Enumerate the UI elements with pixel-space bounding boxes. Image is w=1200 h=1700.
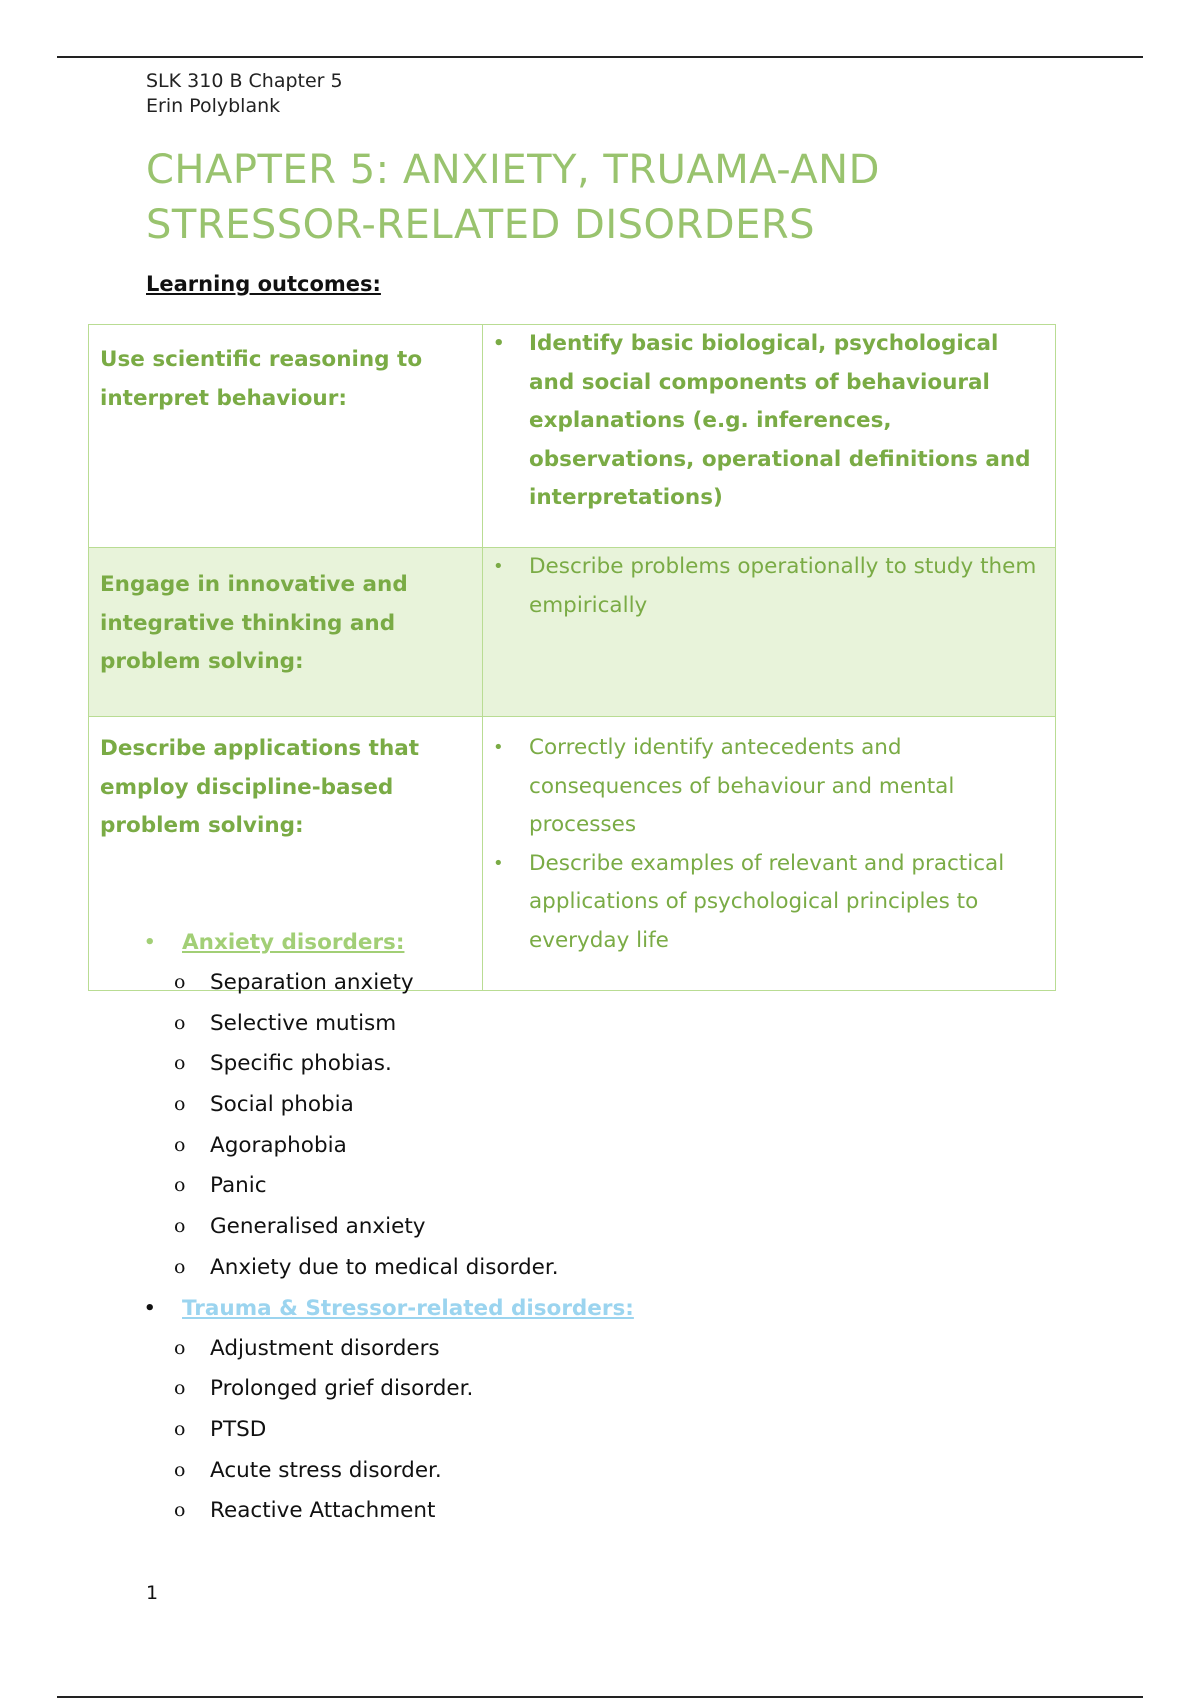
topics-list [140, 923, 634, 1532]
list-item: o Separation anxiety [140, 963, 634, 1004]
page-top-rule [57, 56, 1143, 58]
page-bottom-rule [57, 1696, 1143, 1698]
list-item: o Panic [140, 1166, 634, 1207]
topic-heading-text: Anxiety disorders: [182, 930, 405, 955]
anxiety-disorders-heading [140, 923, 634, 963]
outcome-skill-cell: Use scientific reasoning to interpret behaviour: [89, 325, 483, 548]
list-item: o PTSD [140, 1410, 634, 1451]
topic-heading-text: Trauma & Stressor-related disorders: [182, 1295, 634, 1321]
list-item: o Social phobia [140, 1085, 634, 1126]
outcome-bullet-list [483, 548, 1043, 625]
list-item: • Describe problems operationally to study them empirically [529, 548, 1043, 625]
list-item: o Agoraphobia [140, 1126, 634, 1167]
list-item: o Specific phobias. [140, 1044, 634, 1085]
outcome-bullet-list [483, 325, 1043, 518]
learning-outcomes-table [88, 324, 1056, 991]
bullet-icon: • [144, 1297, 156, 1319]
list-item: o Prolonged grief disorder. [140, 1369, 634, 1410]
table-row [89, 325, 1056, 548]
page-number: 1 [146, 1582, 159, 1604]
outcome-skill-cell: Describe applications that employ discipline-based problem solving: [89, 717, 483, 991]
anxiety-disorders-list [140, 963, 634, 1289]
document-header [146, 69, 343, 119]
chapter-title-line-1: CHAPTER 5: ANXIETY, TRUAMA-AND [146, 147, 880, 193]
list-item: • Identify basic biological, psychological and social components of behavioural explanations (e.g. inferences, observations, operational definitions and interpretations) [529, 325, 1043, 518]
table-row [89, 548, 1056, 717]
outcome-skill-cell: Engage in innovative and integrative thinking and problem solving: [89, 548, 483, 717]
outcome-detail-cell [483, 548, 1056, 717]
learning-outcomes-heading: Learning outcomes: [146, 272, 381, 296]
bullet-icon: • [144, 932, 156, 953]
trauma-disorders-heading [140, 1289, 634, 1329]
header-author: Erin Polyblank [146, 95, 281, 117]
list-item: o Generalised anxiety [140, 1207, 634, 1248]
list-item: o Reactive Attachment [140, 1491, 634, 1532]
list-item: o Adjustment disorders [140, 1329, 634, 1370]
list-item: o Acute stress disorder. [140, 1451, 634, 1492]
list-item: • Describe examples of relevant and practical applications of psychological principles to everyday life [529, 845, 1043, 961]
list-item: • Correctly identify antecedents and consequences of behaviour and mental processes [529, 729, 1043, 845]
list-item: o Selective mutism [140, 1004, 634, 1045]
header-course: SLK 310 B Chapter 5 [146, 70, 343, 92]
chapter-title-line-2: STRESSOR-RELATED DISORDERS [146, 202, 816, 248]
list-item: o Anxiety due to medical disorder. [140, 1248, 634, 1289]
outcome-detail-cell [483, 325, 1056, 548]
trauma-disorders-list [140, 1329, 634, 1532]
chapter-title [146, 143, 1046, 253]
